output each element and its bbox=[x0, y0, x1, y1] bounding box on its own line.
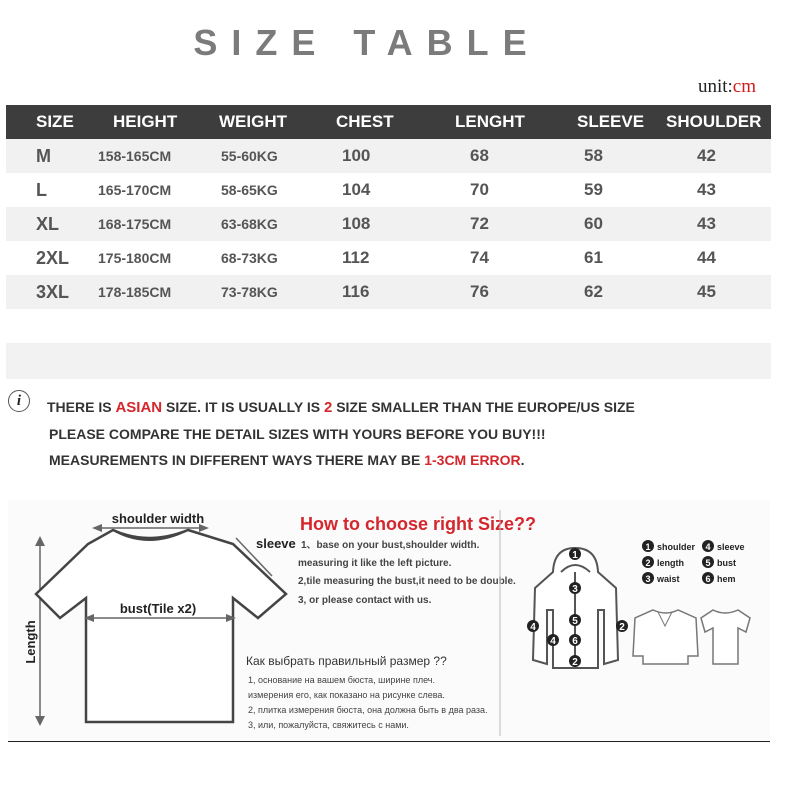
note-highlight: ASIAN bbox=[115, 399, 163, 416]
note-highlight: 2 bbox=[323, 399, 333, 416]
unit-label bbox=[698, 76, 756, 98]
ru-step-1: 1, основание на вашем бюста, ширине плеч. bbox=[248, 675, 435, 685]
en-step-2: measuring it like the left picture. bbox=[298, 558, 452, 569]
svg-text:2: 2 bbox=[645, 558, 651, 568]
cell-sleeve: 61 bbox=[584, 248, 603, 267]
hoodie-mark-2b: 2 bbox=[619, 622, 625, 633]
cell-weight: 55-60KG bbox=[221, 148, 278, 164]
cell-length: 76 bbox=[470, 282, 489, 301]
cell-weight: 58-65KG bbox=[221, 182, 278, 198]
header-chest: CHEST bbox=[336, 112, 394, 131]
svg-text:6: 6 bbox=[705, 574, 711, 584]
cell-size: M bbox=[36, 145, 51, 166]
bust-label: bust(Tile x2) bbox=[119, 601, 197, 616]
hoodie-mark-3: 3 bbox=[572, 584, 578, 595]
header-sleeve: SLEEVE bbox=[577, 112, 645, 131]
header-weight: WEIGHT bbox=[219, 112, 287, 131]
cell-weight: 68-73KG bbox=[221, 250, 278, 266]
cell-shoulder: 43 bbox=[697, 214, 716, 233]
svg-text:bust: bust bbox=[717, 558, 736, 568]
note-text: SIZE SMALLER THAN THE EUROPE/US SIZE bbox=[332, 399, 635, 415]
cell-chest: 100 bbox=[342, 146, 371, 165]
longsleeve-icon bbox=[633, 610, 698, 664]
table-row bbox=[6, 207, 771, 241]
note-line-1 bbox=[47, 399, 635, 416]
cell-shoulder: 43 bbox=[697, 180, 716, 199]
size-table bbox=[6, 105, 771, 309]
cell-height: 178-185CM bbox=[98, 284, 172, 300]
header-shoulder: SHOULDER bbox=[666, 112, 762, 131]
note-text: MEASUREMENTS IN DIFFERENT WAYS THERE MAY BE bbox=[49, 452, 425, 468]
cell-weight: 73-78KG bbox=[221, 284, 278, 300]
hoodie-mark-6: 6 bbox=[572, 636, 578, 647]
svg-text:length: length bbox=[657, 558, 684, 568]
unit-value: cm bbox=[732, 76, 756, 97]
measurement-diagram bbox=[8, 500, 770, 743]
en-step-3: 2,tile measuring the bust,it need to be double. bbox=[298, 576, 516, 587]
en-step-4: 3, or please contact with us. bbox=[298, 595, 432, 606]
hoodie-mark-4b: 4 bbox=[550, 636, 556, 647]
cell-size: 2XL bbox=[36, 247, 70, 268]
svg-text:sleeve: sleeve bbox=[717, 542, 745, 552]
sleeve-label: sleeve bbox=[256, 536, 296, 551]
info-icon: i bbox=[8, 390, 30, 412]
cell-height: 158-165CM bbox=[98, 148, 172, 164]
table-row bbox=[6, 173, 771, 207]
cell-length: 70 bbox=[470, 180, 489, 199]
svg-text:3: 3 bbox=[645, 574, 651, 584]
note-line-3 bbox=[49, 452, 525, 468]
table-footer-bar bbox=[6, 343, 771, 379]
note-line-2: PLEASE COMPARE THE DETAIL SIZES WITH YOURS BEFORE YOU BUY!!! bbox=[49, 426, 546, 442]
hoodie-mark-2: 2 bbox=[572, 657, 578, 668]
cell-chest: 112 bbox=[342, 248, 370, 267]
cell-length: 72 bbox=[470, 214, 489, 233]
shoulder-width-label: shoulder width bbox=[111, 511, 205, 526]
cell-sleeve: 60 bbox=[584, 214, 603, 233]
cell-height: 165-170CM bbox=[98, 182, 172, 198]
cell-weight: 63-68KG bbox=[221, 216, 278, 232]
unit-prefix: unit: bbox=[697, 76, 733, 97]
bottom-divider bbox=[8, 741, 770, 742]
how-to-title: How to choose right Size?? bbox=[300, 514, 537, 534]
en-step-1: 1、base on your bust,shoulder width. bbox=[301, 540, 480, 551]
cell-length: 68 bbox=[470, 146, 489, 165]
table-header bbox=[6, 105, 771, 139]
note-highlight: 1-3CM ERROR bbox=[424, 452, 521, 468]
note-text: . bbox=[520, 452, 525, 468]
page-title: SIZE TABLE bbox=[193, 22, 541, 63]
cell-size: 3XL bbox=[36, 281, 70, 302]
cell-shoulder: 44 bbox=[697, 248, 716, 267]
length-label: Length bbox=[23, 620, 38, 664]
hoodie-mark-5: 5 bbox=[572, 616, 578, 627]
table-row bbox=[6, 275, 771, 309]
header-size: SIZE bbox=[36, 112, 74, 131]
note-text: THERE IS bbox=[47, 399, 116, 415]
ru-step-2: измерения его, как показано на рисунке слева. bbox=[248, 690, 445, 700]
hoodie-mark-1: 1 bbox=[572, 550, 578, 561]
ru-step-3: 2, плитка измерения бюста, она должна быть в два раза. bbox=[248, 705, 488, 715]
cell-height: 175-180CM bbox=[98, 250, 172, 266]
svg-text:shoulder: shoulder bbox=[657, 542, 696, 552]
svg-text:1: 1 bbox=[645, 542, 651, 552]
cell-sleeve: 59 bbox=[584, 180, 603, 199]
svg-text:4: 4 bbox=[705, 542, 711, 552]
cell-length: 74 bbox=[470, 248, 489, 267]
svg-text:hem: hem bbox=[717, 574, 736, 584]
cell-shoulder: 42 bbox=[697, 146, 716, 165]
cell-sleeve: 58 bbox=[584, 146, 603, 165]
header-length: LENGHT bbox=[455, 112, 525, 131]
cell-shoulder: 45 bbox=[697, 282, 716, 301]
ru-step-4: 3, или, пожалуйста, свяжитесь с нами. bbox=[248, 720, 409, 730]
svg-text:waist: waist bbox=[657, 574, 680, 584]
cell-chest: 108 bbox=[342, 214, 371, 233]
hoodie-mark-4: 4 bbox=[530, 622, 536, 633]
cell-chest: 116 bbox=[342, 282, 370, 301]
cell-height: 168-175CM bbox=[98, 216, 172, 232]
note-text: SIZE. IT IS USUALLY IS bbox=[162, 399, 324, 415]
ru-title: Как выбрать правильный размер ?? bbox=[246, 654, 447, 668]
cell-sleeve: 62 bbox=[584, 282, 603, 301]
table-row bbox=[6, 241, 771, 275]
table-row bbox=[6, 139, 771, 173]
header-height: HEIGHT bbox=[113, 112, 178, 131]
cell-size: XL bbox=[36, 213, 60, 234]
cell-chest: 104 bbox=[342, 180, 371, 199]
cell-size: L bbox=[36, 179, 47, 200]
svg-text:5: 5 bbox=[705, 558, 711, 568]
